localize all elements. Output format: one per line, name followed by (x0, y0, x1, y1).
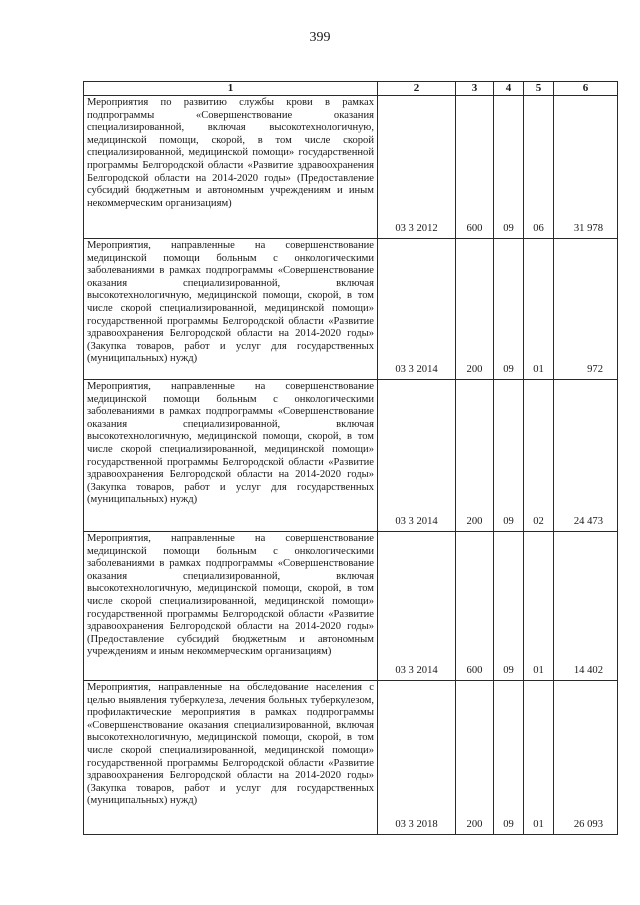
row-target-code: 03 3 2014 (378, 380, 456, 532)
row-section: 09 (494, 681, 524, 835)
column-header: 2 (378, 82, 456, 96)
row-description: Мероприятия, направленные на совершенствование медицинской помощи больным с онкологическими заболеваниями в рамках подпрограммы «Совершенствование оказания специализированной, включая высокотехнологичную, медицинской помощи, скорой, в том числе скорой специализированной, медицинской помощи» государственной программы Белгородской области «Развитие здравоохранения Белгородской области на 2014-2020 годы» (Закупка товаров, работ и услуг для государственных (муниципальных) нужд) (84, 380, 378, 532)
row-description: Мероприятия, направленные на совершенствование медицинской помощи больным с онкологическими заболеваниями в рамках подпрограммы «Совершенствование оказания специализированной, включая высокотехнологичную, медицинской помощи, скорой, в том числе скорой специализированной, медицинской помощи» государственной программы Белгородской области «Развитие здравоохранения Белгородской области на 2014-2020 годы» (Закупка товаров, работ и услуг для государственных (муниципальных) нужд) (84, 239, 378, 380)
row-subsection: 01 (524, 239, 554, 380)
row-description: Мероприятия, направленные на обследование населения с целью выявления туберкулеза, лечения больных туберкулезом, профилактические мероприятия в рамках подпрограммы «Совершенствование оказания специализированной, включая высокотехнологичную, медицинской помощи, скорой, в том числе скорой специализированной, медицинской помощи» государственной программы Белгородской области «Развитие здравоохранения Белгородской области на 2014-2020 годы» (Закупка товаров, работ и услуг для государственных (муниципальных) нужд) (84, 681, 378, 835)
header-row (84, 82, 618, 96)
row-subsection: 02 (524, 380, 554, 532)
table-row (84, 96, 618, 239)
table-row (84, 532, 618, 681)
row-expense-type: 200 (456, 239, 494, 380)
row-subsection: 06 (524, 96, 554, 239)
row-expense-type: 200 (456, 380, 494, 532)
row-target-code: 03 3 2014 (378, 532, 456, 681)
table-row (84, 239, 618, 380)
row-section: 09 (494, 380, 524, 532)
row-description: Мероприятия по развитию службы крови в рамках подпрограммы «Совершенствование оказания специализированной, включая высокотехнологичную, медицинской помощи, скорой, в том числе скорой специализированной, медицинской помощи» государственной программы Белгородской области «Развитие здравоохранения Белгородской области на 2014-2020 годы» (Предоставление субсидий бюджетным и автономным учреждениям и иным некоммерческим организациям) (84, 96, 378, 239)
row-expense-type: 600 (456, 532, 494, 681)
table-row (84, 681, 618, 835)
column-header: 6 (554, 82, 618, 96)
row-section: 09 (494, 239, 524, 380)
page-number: 399 (309, 30, 331, 45)
row-section: 09 (494, 532, 524, 681)
row-description: Мероприятия, направленные на совершенствование медицинской помощи больным с онкологическими заболеваниями в рамках подпрограммы «Совершенствование оказания специализированной, включая высокотехнологичную, медицинской помощи, скорой, в том числе скорой специализированной, медицинской помощи» государственной программы Белгородской области «Развитие здравоохранения Белгородской области на 2014-2020 годы» (Предоставление субсидий бюджетным и автономным учреждениям и иным некоммерческим организациям) (84, 532, 378, 681)
row-amount: 14 402 (554, 532, 618, 681)
row-target-code: 03 3 2012 (378, 96, 456, 239)
column-header: 4 (494, 82, 524, 96)
row-subsection: 01 (524, 681, 554, 835)
row-amount: 26 093 (554, 681, 618, 835)
row-target-code: 03 3 2014 (378, 239, 456, 380)
table-row (84, 380, 618, 532)
row-amount: 31 978 (554, 96, 618, 239)
row-amount: 24 473 (554, 380, 618, 532)
column-header: 1 (84, 82, 378, 96)
row-subsection: 01 (524, 532, 554, 681)
column-header: 3 (456, 82, 494, 96)
row-target-code: 03 3 2018 (378, 681, 456, 835)
row-expense-type: 600 (456, 96, 494, 239)
budget-table (83, 81, 618, 835)
row-amount: 972 (554, 239, 618, 380)
row-expense-type: 200 (456, 681, 494, 835)
row-section: 09 (494, 96, 524, 239)
column-header: 5 (524, 82, 554, 96)
